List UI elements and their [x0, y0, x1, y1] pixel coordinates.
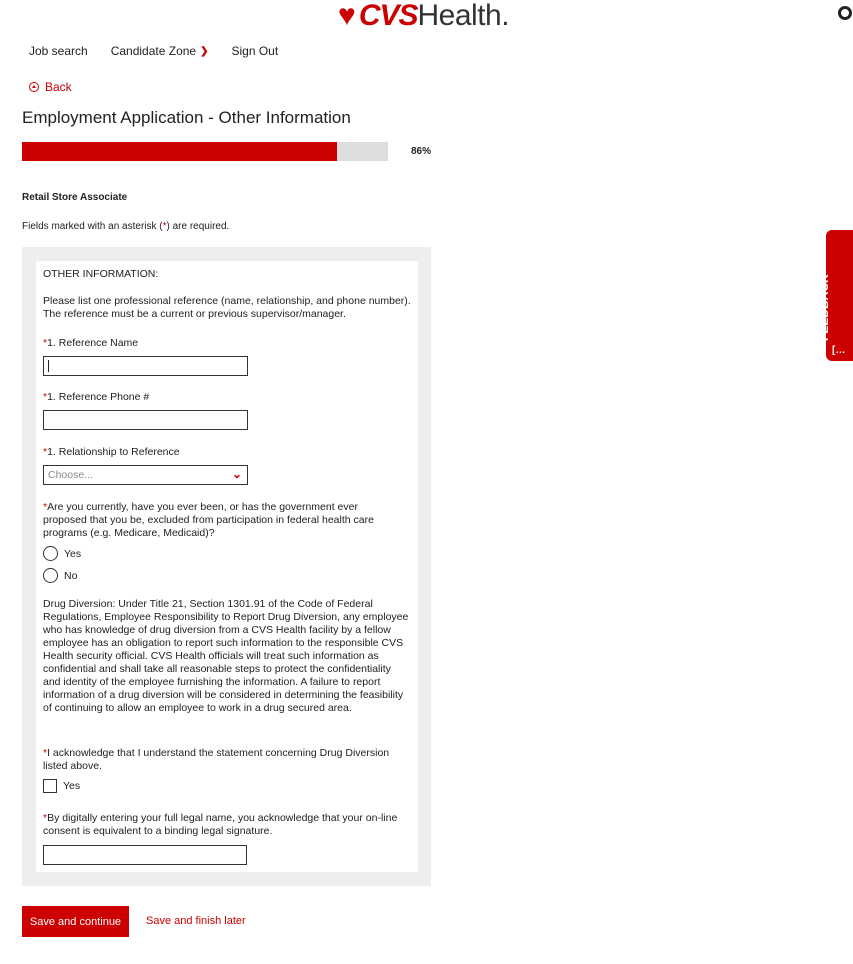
- required-asterisk: *: [162, 221, 167, 232]
- radio-circle[interactable]: [43, 546, 58, 561]
- feedback-icon: […: [832, 345, 846, 356]
- reference-name-label-text: 1. Reference Name: [47, 337, 139, 349]
- exclusion-radio-no[interactable]: [43, 568, 77, 583]
- reference-phone-input[interactable]: [43, 410, 248, 430]
- back-label: Back: [45, 80, 72, 94]
- nav-sign-out[interactable]: Sign Out: [231, 44, 279, 58]
- checkbox[interactable]: [43, 779, 57, 793]
- nav-job-search[interactable]: Job search: [29, 44, 88, 58]
- cvs-health-logo[interactable]: [338, 0, 510, 32]
- radio-no-label: No: [64, 569, 78, 582]
- reference-intro: Please list one professional reference (name, relationship, and phone number). The reference must be a current or previous supervisor/manager.: [43, 295, 411, 320]
- feedback-tab-text: [808, 231, 830, 341]
- save-and-continue-button[interactable]: Save and continue: [22, 906, 129, 937]
- relationship-label: [43, 446, 180, 459]
- logo-cvs-text: CVS: [358, 0, 418, 32]
- reference-phone-label-text: 1. Reference Phone #: [47, 391, 150, 403]
- progress-label: 86%: [411, 146, 432, 157]
- save-and-finish-later-link[interactable]: Save and finish later: [146, 915, 246, 927]
- reference-name-label: [43, 337, 138, 350]
- section-heading: OTHER INFORMATION:: [43, 268, 159, 280]
- required-asterisk: *: [43, 337, 48, 349]
- candidate-feedback-tab[interactable]: [807, 230, 853, 361]
- required-asterisk: *: [43, 812, 48, 824]
- reference-phone-label: [43, 391, 149, 404]
- exclusion-question-text: Are you currently, have you ever been, or has the government ever proposed that you be, excluded from participation in federal health care programs (e.g. Medicare, Medicaid)?: [43, 501, 374, 539]
- required-asterisk: *: [43, 747, 48, 759]
- relationship-select[interactable]: [43, 465, 248, 485]
- reference-name-input[interactable]: [43, 356, 248, 376]
- signature-label: [43, 812, 413, 838]
- page-title: Employment Application - Other Information: [22, 108, 351, 127]
- drug-diversion-statement: Drug Diversion: Under Title 21, Section 1301.91 of the Code of Federal Regulations, Employee Responsibility to Report Drug Diversion, any employee who has knowledge of drug diversion from a CVS Health facility by a fellow employee has an obligation to report such information to the responsible CVS Health security official. CVS Health officials will treat such information as confidential and shall take all reasonable steps to protect the confidentiality and identity of the employee furnishing the information. A failure to report information of a drug diversion will be considered in determining the feasibility of continuing to allow an employee to work in a drug secured area.: [43, 598, 409, 714]
- progress-bar: [22, 142, 388, 161]
- logo-health-text: Health: [417, 0, 502, 32]
- back-link[interactable]: [29, 80, 72, 94]
- chevron-down-icon: ❯: [200, 45, 209, 57]
- logo-dot: .: [501, 0, 510, 32]
- required-fields-note: [22, 221, 229, 232]
- feedback-line2: FEEDBACK: [817, 274, 831, 341]
- top-navigation: [29, 44, 301, 58]
- checkbox-yes-label: Yes: [63, 780, 81, 792]
- relationship-select-value: Choose...: [48, 469, 93, 481]
- acknowledge-label-text: I acknowledge that I understand the statement concerning Drug Diversion listed above.: [43, 747, 390, 772]
- required-note-before: Fields marked with an asterisk (: [22, 221, 163, 232]
- radio-circle[interactable]: [43, 568, 58, 583]
- text-caret: [48, 360, 49, 372]
- form-card: [36, 261, 418, 872]
- signature-input[interactable]: [43, 845, 247, 865]
- relationship-label-text: 1. Relationship to Reference: [47, 446, 180, 458]
- acknowledge-label: [43, 747, 411, 773]
- heart-icon: ♥: [338, 0, 356, 32]
- nav-candidate-zone-label: Candidate Zone: [110, 44, 197, 58]
- exclusion-radio-yes[interactable]: [43, 546, 81, 561]
- back-arrow-icon: [29, 82, 39, 92]
- exclusion-question: [43, 501, 403, 540]
- nav-candidate-zone[interactable]: [111, 44, 209, 58]
- user-icon[interactable]: [838, 6, 852, 20]
- feedback-line1: Candidate: [807, 290, 819, 341]
- required-asterisk: *: [43, 446, 48, 458]
- signature-label-text: By digitally entering your full legal name, you acknowledge that your on-line consent is equivalent to a binding legal signature.: [43, 812, 398, 837]
- radio-yes-label: Yes: [64, 547, 82, 560]
- required-asterisk: *: [43, 501, 48, 513]
- required-asterisk: *: [43, 391, 48, 403]
- progress-bar-fill: [22, 142, 337, 161]
- required-note-after: ) are required.: [166, 221, 230, 232]
- job-title: Retail Store Associate: [22, 192, 128, 203]
- acknowledge-checkbox-yes[interactable]: [43, 779, 80, 793]
- select-chevron-icon: ⌄: [231, 467, 242, 481]
